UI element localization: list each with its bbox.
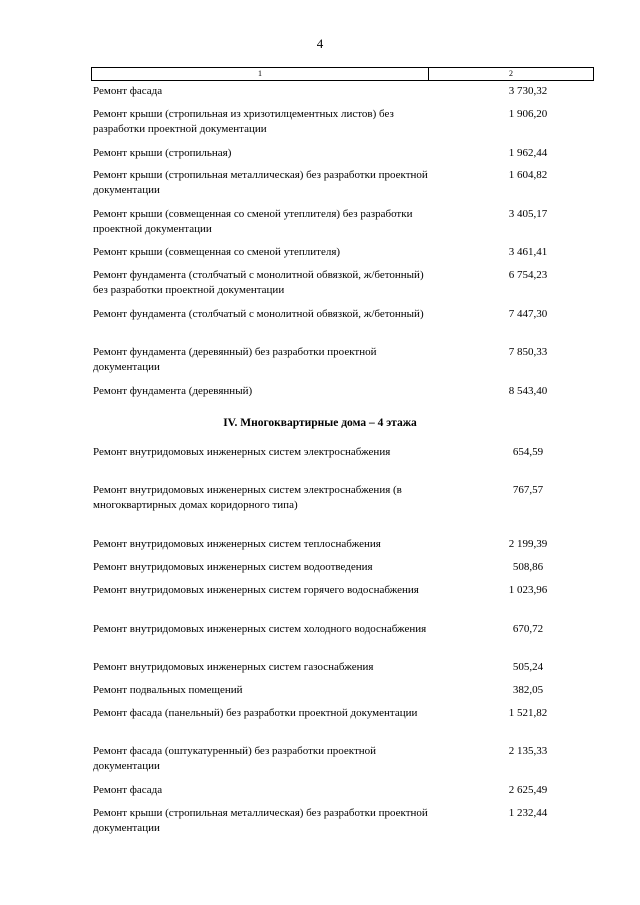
row-value: 3 461,41 [508,246,548,258]
row-label: Ремонт фасада (оштукатуренный) без разработки проектной документации [93,745,377,772]
row-value: 8 543,40 [508,385,548,397]
row-label: Ремонт крыши (стропильная металлическая) без разработки проектной документации [93,807,428,834]
row-label: Ремонт фундамента (столбчатый с монолитной обвязкой, ж/бетонный) [93,308,424,320]
row-value: 3 405,17 [508,208,548,220]
row-value: 654,59 [512,446,544,458]
row-value: 382,05 [512,684,544,696]
row-label: Ремонт внутридомовых инженерных систем горячего водоснабжения [93,584,419,596]
row-value: 767,57 [512,484,544,496]
row-label: Ремонт крыши (стропильная металлическая) без разработки проектной документации [93,169,428,196]
row-value: 1 962,44 [508,147,548,159]
row-label: Ремонт внутридомовых инженерных систем водоотведения [93,561,373,573]
section-title: IV. Многоквартирные дома – 4 этажа [223,417,417,429]
row-label: Ремонт фундамента (деревянный) без разработки проектной документации [93,346,377,373]
row-label: Ремонт внутридомовых инженерных систем газоснабжения [93,661,374,673]
row-label: Ремонт крыши (совмещенная со сменой утеплителя) без разработки проектной документации [93,208,413,235]
row-label: Ремонт фасада [93,784,163,796]
row-label: Ремонт внутридомовых инженерных систем теплоснабжения [93,538,381,550]
row-label: Ремонт фасада (панельный) без разработки проектной документации [93,707,418,719]
row-value: 508,86 [512,561,544,573]
row-value: 6 754,23 [508,269,548,281]
row-value: 1 906,20 [508,108,548,120]
row-label: Ремонт крыши (совмещенная со сменой утеплителя) [93,246,341,258]
row-label: Ремонт фундамента (деревянный) [93,385,253,397]
row-label: Ремонт подвальных помещений [93,684,243,696]
row-label: Ремонт внутридомовых инженерных систем холодного водоснабжения [93,623,427,635]
row-value: 2 625,49 [508,784,548,796]
row-value: 670,72 [512,623,544,635]
row-value: 3 730,32 [508,85,548,97]
row-value: 2 199,39 [508,538,548,550]
row-value: 505,24 [512,661,544,673]
row-value: 7 447,30 [508,308,548,320]
row-value: 1 521,82 [508,707,548,719]
row-label: Ремонт внутридомовых инженерных систем электроснабжения (в многоквартирных домах коридорного типа) [93,484,402,511]
row-label: Ремонт крыши (стропильная из хризотилцементных листов) без разработки проектной документации [93,108,394,135]
page-number: 4 [316,36,324,51]
row-label: Ремонт внутридомовых инженерных систем электроснабжения [93,446,391,458]
row-label: Ремонт фундамента (столбчатый с монолитной обвязкой, ж/бетонный) без разработки проектной документации [93,269,424,296]
row-value: 1 023,96 [508,584,548,596]
table-header-col2: 2 [509,69,513,78]
row-value: 1 232,44 [508,807,548,819]
row-value: 2 135,33 [508,745,548,757]
table-header-col1: 1 [92,68,429,80]
row-value: 7 850,33 [508,346,548,358]
row-label: Ремонт фасада [93,85,163,97]
row-label: Ремонт крыши (стропильная) [93,147,232,159]
row-value: 1 604,82 [508,169,548,181]
